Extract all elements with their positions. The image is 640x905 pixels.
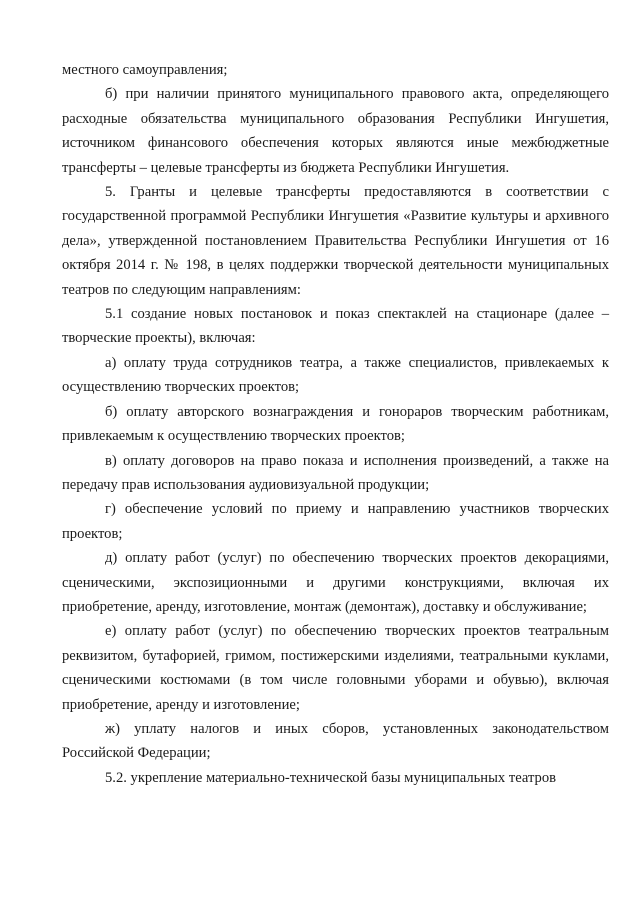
paragraph-5-2-material-base: 5.2. укрепление материально-технической базы муниципальных театров [105, 769, 557, 786]
list-item-d-decorations: д) оплату работ (услуг) по обеспечению творческих проектов декорациями, сценическими, экспозиционными и другими конструкциями, включая их приобретение, аренду, изготовление, монтаж (демонтаж), доставку и обслуживание; [62, 550, 609, 615]
list-item-v-performance-rights: в) оплату договоров на право показа и исполнения произведений, а также на передачу прав использования аудиовизуальной продукции; [62, 452, 609, 493]
list-item-e-props-costumes: е) оплату работ (услуг) по обеспечению творческих проектов театральным реквизитом, бутафорией, гримом, постижерскими изделиями, театральными куклами, сценическими костюмами (в том числе головными уборами и обувью), включая приобретение, аренду и изготовление; [62, 623, 609, 713]
paragraph-5-grants: 5. Гранты и целевые трансферты предоставляются в соответствии с государственной программой Республики Ингушетия «Развитие культуры и архивного дела», утвержденной постановлением Правительства Республики Ингушетия от 16 октября 2014 г. № 198, в целях поддержки творческой деятельности муниципальных театров по следующим направлениям: [62, 184, 609, 298]
list-item-a-labor-payment: а) оплату труда сотрудников театра, а также специалистов, привлекаемых к осуществлению творческих проектов; [62, 354, 609, 396]
document-page [62, 58, 609, 790]
paragraph-item-b-interbudget-transfers: б) при наличии принятого муниципального правового акта, определяющего расходные обязательства муниципального образования Республики Ингушетия, источником финансового обеспечения которых являются иные межбюджетные трансферты – целевые трансферты из бюджета Республики Ингушетия. [62, 86, 609, 176]
list-item-zh-taxes: ж) уплату налогов и иных сборов, установленных законодательством Российской Федерации; [62, 720, 609, 762]
paragraph-local-government: местного самоуправления; [62, 62, 228, 78]
list-item-b-author-fees: б) оплату авторского вознаграждения и гонораров творческим работникам, привлекаемым к осуществлению творческих проектов; [62, 403, 609, 445]
paragraph-5-1-creative-projects: 5.1 создание новых постановок и показ спектаклей на стационаре (далее – творческие проекты), включая: [62, 306, 609, 347]
list-item-g-participant-conditions: г) обеспечение условий по приему и направлению участников творческих проектов; [62, 501, 609, 542]
